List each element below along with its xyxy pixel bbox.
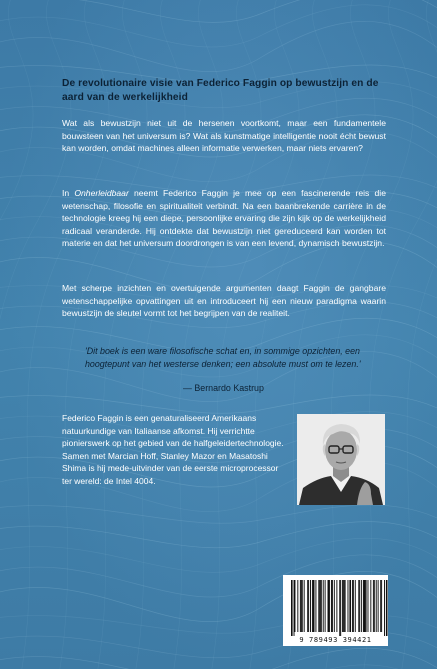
barcode-bar [295, 580, 296, 632]
barcode-bar [373, 580, 374, 632]
barcode-bar [294, 580, 295, 636]
wave-line [0, 0, 437, 2]
book-title: Onherleidbaar [74, 188, 129, 198]
barcode-bar [318, 580, 319, 632]
barcode-bar [361, 580, 362, 632]
author-photo [297, 414, 385, 505]
barcode-bar [300, 580, 301, 632]
wave-line [0, 665, 437, 669]
barcode-bar [352, 580, 353, 632]
barcode-bar [345, 580, 346, 632]
wave-line [0, 0, 33, 669]
barcode-bar [344, 580, 345, 632]
argument-paragraph: Met scherpe inzichten en overtuigende argumenten daagt Faggin de gangbare wetenschappelijke opvattingen uit en introduceert hij een nieuw paradigma waarin bewustzijn de sleutel vormt tot het begrijpen van de realiteit. [62, 283, 386, 319]
barcode-bar [323, 580, 324, 632]
barcode-bar [310, 580, 311, 632]
barcode-bar [339, 580, 340, 636]
barcode-bar [320, 580, 322, 632]
barcode-bar [353, 580, 354, 632]
barcode-bar [363, 580, 364, 632]
barcode-bar [364, 580, 366, 632]
barcode-bar [312, 580, 313, 632]
barcode-bar [325, 580, 326, 632]
barcode-bar [342, 580, 344, 632]
barcode-bar [291, 580, 293, 636]
barcode-bar [349, 580, 351, 632]
paragraph-body: neemt Federico Faggin je mee op een fascinerende reis die wetenschap, filosofie en spiritualiteit verbindt. Na een baanbrekende carrière in de technologie kreeg hij een diepe, persoonlijke ervaring die zijn kijk op de werkelijkheid radicaal veranderde. Hij ontdekte dat bewustzijn niet gereduceerd kan worden tot materie en dat het universum doordrongen is van een levend, dynamisch bewustzijn. [62, 188, 386, 249]
barcode-bar [315, 580, 316, 632]
barcode-bar [319, 580, 320, 632]
endorsement-quote: 'Dit boek is een ware filosofische schat en, in sommige opzichten, een hoogtepunt van het westerse denken; een absolute must om te lezen.' [85, 346, 361, 369]
author-bio: Federico Faggin is een genaturaliseerd Amerikaans natuurkundige van Italiaanse afkomst. Hij verrichtte pionierswerk op het gebied van de halfgeleidertechnologie. Samen met Marcian Hoff, Stanley Mazor en Masatoshi Shima is hij mede-uitvinder van de eerste microprocessor ter wereld: de Intel 4004. [62, 413, 284, 486]
barcode-bar [355, 580, 356, 632]
barcode-bar [308, 580, 309, 632]
barcode-bar [336, 580, 337, 632]
quote-author: — Bernardo Kastrup [183, 383, 264, 393]
intro-paragraph: Wat als bewustzijn niet uit de hersenen voortkomt, maar een fundamentele bouwsteen van het universum is? Wat als kunstmatige intelligentie nooit écht bewust kan worden, omdat machines alleen informatie verwerken, maar niets ervaren? [62, 118, 386, 154]
barcode-bar [301, 580, 302, 632]
barcode-bar [376, 580, 377, 632]
author-portrait-graphic [297, 414, 385, 505]
barcode-bar [366, 580, 367, 632]
headline: De revolutionaire visie van Federico Faggin op bewustzijn en de aard van de werkelijkheid [62, 78, 379, 103]
barcode-bar [368, 580, 369, 632]
barcode-bar [386, 580, 388, 636]
barcode-bar [380, 580, 381, 632]
barcode-bar [328, 580, 330, 632]
barcode-bar [378, 580, 379, 632]
wave-line [0, 648, 437, 669]
paragraph-prefix: In [62, 188, 75, 198]
barcode-bar [334, 580, 335, 632]
barcode-bar [381, 580, 382, 632]
barcode-bar [370, 580, 371, 632]
barcode-bar [358, 580, 359, 632]
barcode-bar [297, 580, 298, 632]
barcode-bar [332, 580, 333, 632]
barcode-bar [307, 580, 308, 632]
barcode-bar [359, 580, 360, 632]
barcode-bar [302, 580, 303, 632]
barcode-bar [348, 580, 349, 632]
barcode-bar [304, 580, 305, 632]
book-description-paragraph [62, 187, 386, 250]
barcode-bar [329, 580, 330, 632]
wave-line [0, 0, 437, 24]
wave-line [0, 5, 437, 47]
barcode-bar [331, 580, 332, 632]
barcode-bar [340, 580, 341, 636]
barcode-bar [374, 580, 375, 632]
barcode-bar [313, 580, 315, 632]
barcode-bar [384, 580, 385, 636]
barcode-digits: 9 789493 394421 [299, 636, 372, 644]
isbn-barcode [283, 575, 388, 646]
